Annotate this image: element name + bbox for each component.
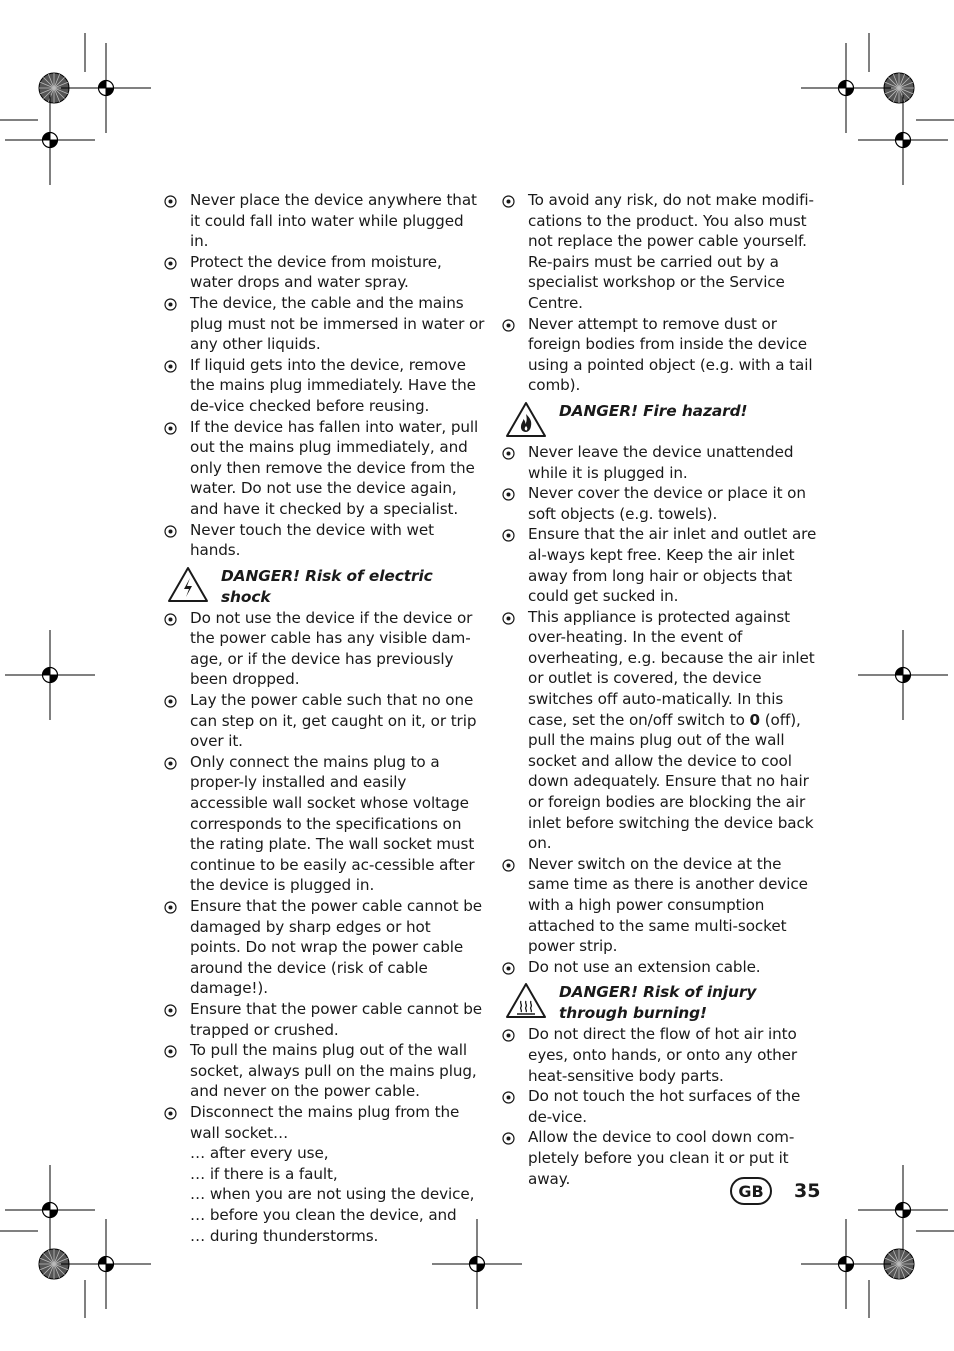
list-item-text: Lay the power cable such that no one can step on it, get caught on it, or trip over it. bbox=[190, 691, 477, 751]
list-item-text: Do not use an extension cable. bbox=[528, 957, 761, 976]
bullet-icon bbox=[502, 612, 515, 625]
right-fire-list bbox=[501, 442, 823, 607]
bullet-icon bbox=[502, 447, 515, 460]
list-item bbox=[501, 190, 823, 314]
bullet-icon bbox=[502, 1091, 515, 1104]
list-item-text: Never cover the device or place it on soft objects (e.g. towels). bbox=[528, 484, 806, 523]
bullet-icon bbox=[502, 319, 515, 332]
bullet-icon bbox=[164, 422, 177, 435]
list-item bbox=[501, 1024, 823, 1086]
left-column bbox=[163, 190, 485, 1246]
list-item bbox=[163, 417, 485, 520]
fire-hazard-warning-icon bbox=[505, 401, 547, 439]
bullet-icon bbox=[164, 360, 177, 373]
hot-surface-warning-icon bbox=[505, 982, 547, 1020]
bullet-icon bbox=[164, 695, 177, 708]
disconnect-conditions-list bbox=[163, 1143, 485, 1246]
bullet-icon bbox=[164, 257, 177, 270]
list-item bbox=[501, 442, 823, 483]
list-item bbox=[163, 752, 485, 896]
list-item bbox=[501, 524, 823, 606]
sub-list-item: … after every use, bbox=[190, 1144, 329, 1163]
overheat-protection-item bbox=[501, 607, 823, 854]
danger-fire-hazard-heading bbox=[501, 401, 823, 442]
list-item bbox=[163, 293, 485, 355]
electric-shock-warning-icon bbox=[167, 566, 209, 604]
list-item-text: Never leave the device unattended while it is plugged in. bbox=[528, 442, 794, 482]
danger-fire-title: DANGER! Fire hazard! bbox=[559, 401, 748, 420]
list-item bbox=[501, 483, 823, 524]
sub-list-item: … before you clean the device, and bbox=[190, 1205, 457, 1224]
list-item-text: Do not direct the flow of hot air into eyes, onto hands, or onto any other heat-sensitive body parts. bbox=[528, 1025, 798, 1085]
bullet-icon bbox=[502, 195, 515, 208]
page-footer bbox=[730, 1176, 820, 1206]
list-item bbox=[163, 999, 485, 1040]
list-item-text: Never switch on the device at the same time as there is another device with a high power consumption attached to the same multi-socket power strip. bbox=[528, 854, 808, 956]
language-badge: GB bbox=[730, 1177, 772, 1205]
sub-list-item: … when you are not using the device, bbox=[190, 1185, 475, 1204]
bullet-icon bbox=[164, 901, 177, 914]
list-item-text: Never attempt to remove dust or foreign bodies from inside the device using a pointed object (e.g. with a tail comb). bbox=[528, 314, 813, 395]
bullet-icon bbox=[164, 1045, 177, 1058]
bullet-icon bbox=[164, 195, 177, 208]
sub-list-item: … during thunderstorms. bbox=[190, 1226, 379, 1245]
list-item-text: Only connect the mains plug to a proper-ly installed and easily accessible wall socket whose voltage corresponds to the specifications on the rating plate. The wall socket must continue to be easily ac-cessible after the device is plugged in. bbox=[190, 752, 475, 895]
danger-electric-shock-heading bbox=[163, 566, 485, 608]
list-item bbox=[501, 314, 823, 396]
page-number: 35 bbox=[794, 1180, 821, 1202]
list-item bbox=[163, 1102, 485, 1143]
list-item bbox=[163, 520, 485, 561]
list-item-text: Allow the device to cool down com-pletely before you clean it or put it away. bbox=[528, 1128, 795, 1188]
bullet-icon bbox=[502, 488, 515, 501]
bullet-icon bbox=[502, 859, 515, 872]
list-item bbox=[501, 1086, 823, 1127]
list-item-text: If the device has fallen into water, pull out the mains plug immediately, and only then remove the device from the water. Do not use the device again, and have it checked by a specialist. bbox=[190, 417, 479, 518]
list-item-text: Protect the device from moisture, water drops and water spray. bbox=[190, 252, 442, 292]
bullet-icon bbox=[164, 757, 177, 770]
switch-off-position: 0 bbox=[749, 710, 760, 729]
danger-electric-title-line2: shock bbox=[221, 587, 271, 606]
list-item-text: Never touch the device with wet hands. bbox=[190, 520, 434, 560]
list-item bbox=[163, 690, 485, 752]
right-power-list bbox=[501, 854, 823, 978]
overheat-text-before: This appliance is protected against over-heating. In the event of overheating, e.g. because the air inlet or outlet is covered, the device switches off auto-matically. In this case, set the on/off switch to bbox=[528, 607, 815, 729]
left-electric-list bbox=[163, 608, 485, 1143]
bullet-icon bbox=[502, 529, 515, 542]
list-item bbox=[501, 957, 823, 978]
list-item-text: Ensure that the power cable cannot be trapped or crushed. bbox=[190, 999, 482, 1039]
list-item bbox=[163, 252, 485, 293]
bullet-icon bbox=[502, 1029, 515, 1042]
list-item bbox=[163, 1040, 485, 1102]
danger-electric-title-line1: DANGER! Risk of electric bbox=[221, 566, 433, 585]
list-item bbox=[163, 355, 485, 417]
list-item-text: Disconnect the mains plug from the wall socket… bbox=[190, 1102, 460, 1142]
bullet-icon bbox=[164, 525, 177, 538]
list-item-text: Do not touch the hot surfaces of the de-vice. bbox=[528, 1087, 801, 1126]
list-item-text: Ensure that the power cable cannot be damaged by sharp edges or hot points. Do not wrap the power cable around the device (risk of cable damage!). bbox=[190, 897, 482, 998]
list-item bbox=[163, 608, 485, 690]
list-item-text: Do not use the device if the device or the power cable has any visible dam-age, or if the device has previously been dropped. bbox=[190, 608, 473, 689]
bullet-icon bbox=[164, 298, 177, 311]
bullet-icon bbox=[164, 613, 177, 626]
list-item bbox=[501, 854, 823, 957]
overheat-text-after: (off), pull the mains plug out of the wall socket and allow the device to cool down adequately. Ensure that no hair or foreign bodies are blocking the air inlet before switching the device back on. bbox=[528, 710, 814, 853]
right-burn-list bbox=[501, 1024, 823, 1189]
list-item-text: To avoid any risk, do not make modifi-cations to the product. You also must not replace the power cable yourself. Re-pairs must be carried out by a specialist workshop or the Service Centre. bbox=[528, 191, 814, 312]
bullet-icon bbox=[164, 1004, 177, 1017]
bullet-icon bbox=[502, 962, 515, 975]
right-safety-list bbox=[501, 190, 823, 396]
danger-burn-title-line2: through burning! bbox=[559, 1004, 707, 1023]
sub-list-item: … if there is a fault, bbox=[190, 1164, 338, 1183]
danger-burn-heading bbox=[501, 982, 823, 1024]
left-safety-list bbox=[163, 190, 485, 561]
list-item-text: To pull the mains plug out of the wall socket, always pull on the mains plug, and never on the power cable. bbox=[190, 1041, 477, 1101]
list-item-text: Never place the device anywhere that it could fall into water while plugged in. bbox=[190, 191, 477, 251]
danger-burn-title-line1: DANGER! Risk of injury bbox=[559, 983, 757, 1002]
list-item bbox=[163, 896, 485, 999]
list-item-text: Ensure that the air inlet and outlet are al-ways kept free. Keep the air inlet away from long hair or objects that could get sucked in. bbox=[528, 525, 817, 606]
list-item-text: The device, the cable and the mains plug must not be immersed in water or any other liquids. bbox=[190, 293, 485, 354]
list-item bbox=[163, 190, 485, 252]
bullet-icon bbox=[164, 1107, 177, 1120]
bullet-icon bbox=[502, 1132, 515, 1145]
list-item-text: If liquid gets into the device, remove the mains plug immediately. Have the de-vice checked before reusing. bbox=[190, 355, 476, 415]
right-column bbox=[501, 190, 823, 1189]
